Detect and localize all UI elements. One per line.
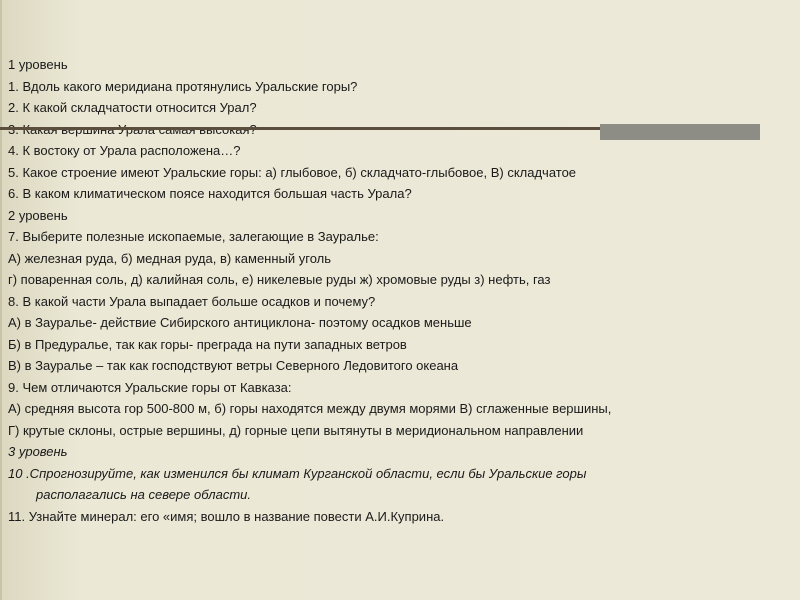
- question-7-options-a: А) железная руда, б) медная руда, в) каменный уголь: [8, 250, 332, 266]
- level-3-heading: 3 уровень: [8, 444, 68, 459]
- question-4: 4. К востоку от Урала расположена…?: [8, 143, 241, 158]
- question-5: 5. Какое строение имеют Уральские горы: а) глыбовое, б) складчато-глыбовое, В) складчатое: [8, 164, 577, 180]
- decorative-gray-block: [600, 124, 760, 140]
- question-9-options-b: Г) крутые склоны, острые вершины, д) горные цепи вытянуты в меридиональном направлении: [8, 422, 584, 438]
- question-7-options-b: г) поваренная соль, д) калийная соль, е) никелевые руды ж) хромовые руды з) нефть, газ: [8, 272, 551, 287]
- question-8: 8. В какой части Урала выпадает больше осадков и почему?: [8, 293, 376, 309]
- level-2-heading: 2 уровень: [8, 207, 68, 223]
- question-2: 2. К какой складчатости относится Урал?: [8, 100, 257, 115]
- question-7: 7. Выберите полезные ископаемые, залегающие в Зауралье:: [8, 229, 379, 244]
- question-1: 1. Вдоль какого меридиана протянулись Уральские горы?: [8, 78, 358, 94]
- question-9: 9. Чем отличаются Уральские горы от Кавказа:: [8, 379, 292, 395]
- question-10-continued: располагались на севере области.: [36, 487, 251, 502]
- question-10: 10 .Спрогнозируйте, как изменился бы климат Курганской области, если бы Уральские горы: [8, 465, 587, 481]
- question-8-option-c: В) в Зауралье – так как господствуют ветры Северного Ледовитого океана: [8, 358, 459, 373]
- question-11: 11. Узнайте минерал: его «имя; вошло в название повести А.И.Куприна.: [8, 508, 445, 524]
- question-9-options-a: А) средняя высота гор 500-800 м, б) горы находятся между двумя морями В) сглаженные вершины,: [8, 401, 612, 416]
- question-8-option-a: А) в Зауралье- действие Сибирского антициклона- поэтому осадков меньше: [8, 315, 472, 330]
- left-edge-strip: [0, 0, 2, 600]
- question-6: 6. В каком климатическом поясе находится большая часть Урала?: [8, 186, 412, 201]
- question-8-option-b: Б) в Предуралье, так как горы- преграда на пути западных ветров: [8, 336, 407, 352]
- level-1-heading: 1 уровень: [8, 57, 68, 72]
